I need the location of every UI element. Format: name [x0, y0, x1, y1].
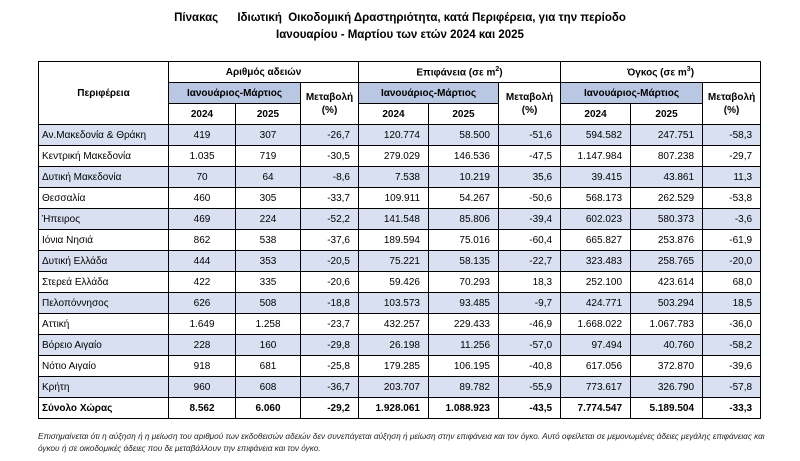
- cell-v25: 372.870: [631, 356, 703, 377]
- header-period-permits: Ιανουάριος-Μάρτιος: [169, 83, 301, 104]
- region-name: Νότιο Αιγαίο: [39, 356, 169, 377]
- cell-s25: 75.016: [429, 230, 499, 251]
- cell-s25: 58.500: [429, 125, 499, 146]
- cell-v24: 665.827: [561, 230, 631, 251]
- cell-s24: 1.928.061: [359, 398, 429, 419]
- header-volume: Όγκος (σε $m^3$): [561, 62, 761, 83]
- cell-s25: 93.485: [429, 293, 499, 314]
- cell-p24: 862: [169, 230, 236, 251]
- cell-sc: -46,9: [499, 314, 561, 335]
- cell-v24: 7.774.547: [561, 398, 631, 419]
- cell-v25: 503.294: [631, 293, 703, 314]
- cell-s25: 229.433: [429, 314, 499, 335]
- cell-s24: 120.774: [359, 125, 429, 146]
- cell-p25: 335: [236, 272, 301, 293]
- cell-p24: 228: [169, 335, 236, 356]
- region-name: Στερεά Ελλάδα: [39, 272, 169, 293]
- cell-s24: 141.548: [359, 209, 429, 230]
- cell-pc: -8,6: [301, 167, 359, 188]
- header-year-2025: 2025: [236, 104, 301, 125]
- table-row: [39, 230, 761, 251]
- title-period: Ιανουαρίου - Μαρτίου των ετών 2024 και 2025: [276, 29, 524, 41]
- building-activity-table: [38, 61, 761, 419]
- cell-v24: 1.147.984: [561, 146, 631, 167]
- cell-sc: 35,6: [499, 167, 561, 188]
- cell-pc: -52,2: [301, 209, 359, 230]
- cell-p24: 8.562: [169, 398, 236, 419]
- cell-vc: -57,8: [703, 377, 761, 398]
- header-period-surface: Ιανουάριος-Μάρτιος: [359, 83, 499, 104]
- cell-v25: 43.861: [631, 167, 703, 188]
- cell-p25: 681: [236, 356, 301, 377]
- table-row: [39, 335, 761, 356]
- header-change-volume: Μεταβολή (%): [703, 83, 761, 125]
- table-row: [39, 251, 761, 272]
- cell-vc: -29,7: [703, 146, 761, 167]
- cell-p24: 1.035: [169, 146, 236, 167]
- cell-sc: -39,4: [499, 209, 561, 230]
- header-change-surface: Μεταβολή (%): [499, 83, 561, 125]
- cell-v25: 262.529: [631, 188, 703, 209]
- cell-p25: 719: [236, 146, 301, 167]
- cell-pc: -20,6: [301, 272, 359, 293]
- cell-pc: -30,5: [301, 146, 359, 167]
- region-name: Αν.Μακεδονία & Θράκη: [39, 125, 169, 146]
- cell-v25: 423.614: [631, 272, 703, 293]
- cell-v25: 247.751: [631, 125, 703, 146]
- cell-vc: 68,0: [703, 272, 761, 293]
- cell-pc: -18,8: [301, 293, 359, 314]
- cell-v24: 252.100: [561, 272, 631, 293]
- region-name: Σύνολο Χώρας: [39, 398, 169, 419]
- cell-pc: -20,5: [301, 251, 359, 272]
- table-row: [39, 146, 761, 167]
- cell-p24: 960: [169, 377, 236, 398]
- cell-p24: 419: [169, 125, 236, 146]
- cell-s25: 10.219: [429, 167, 499, 188]
- cell-vc: -3,6: [703, 209, 761, 230]
- cell-sc: -40,8: [499, 356, 561, 377]
- cell-v25: 326.790: [631, 377, 703, 398]
- cell-pc: -29,2: [301, 398, 359, 419]
- cell-p24: 626: [169, 293, 236, 314]
- footnote: Επισημαίνεται ότι η αύξηση ή η μείωση του αριθμού των εκδοθεισών αδειών δεν συνεπάγεται αύξηση ή μείωση στην επιφάνεια και τον όγκο. Αυτό οφείλεται σε μεμονωμένες άδειες μεγάλης επιφάνειας και όγκου ή σε οικοδομικές άδειες που δε μεταβάλλουν την επιφάνεια και τον όγκο.: [38, 432, 765, 453]
- cell-p24: 918: [169, 356, 236, 377]
- cell-p25: 307: [236, 125, 301, 146]
- cell-v25: 5.189.504: [631, 398, 703, 419]
- cell-v24: 773.617: [561, 377, 631, 398]
- cell-p24: 1.649: [169, 314, 236, 335]
- header-surface: Επιφάνεια (σε $m^2$): [359, 62, 561, 83]
- cell-s25: 106.195: [429, 356, 499, 377]
- cell-pc: -29,8: [301, 335, 359, 356]
- cell-pc: -33,7: [301, 188, 359, 209]
- table-row: [39, 356, 761, 377]
- cell-sc: -51,6: [499, 125, 561, 146]
- title-prefix: Πίνακας: [174, 12, 219, 24]
- cell-p25: 608: [236, 377, 301, 398]
- cell-sc: 18,3: [499, 272, 561, 293]
- cell-sc: -60,4: [499, 230, 561, 251]
- cell-s25: 1.088.923: [429, 398, 499, 419]
- table-row: [39, 293, 761, 314]
- cell-sc: -43,5: [499, 398, 561, 419]
- cell-pc: -25,8: [301, 356, 359, 377]
- cell-pc: -23,7: [301, 314, 359, 335]
- region-name: Αττική: [39, 314, 169, 335]
- cell-vc: -53,8: [703, 188, 761, 209]
- cell-vc: -61,9: [703, 230, 761, 251]
- cell-sc: -22,7: [499, 251, 561, 272]
- region-name: Κεντρική Μακεδονία: [39, 146, 169, 167]
- table-row: [39, 272, 761, 293]
- header-change-permits: Μεταβολή (%): [301, 83, 359, 125]
- table-row: [39, 167, 761, 188]
- header-year-2024: 2024: [169, 104, 236, 125]
- cell-s25: 146.536: [429, 146, 499, 167]
- cell-v24: 568.173: [561, 188, 631, 209]
- cell-vc: -58,3: [703, 125, 761, 146]
- cell-vc: -20,0: [703, 251, 761, 272]
- cell-v25: 580.373: [631, 209, 703, 230]
- cell-s25: 11.256: [429, 335, 499, 356]
- cell-v25: 1.067.783: [631, 314, 703, 335]
- cell-p24: 469: [169, 209, 236, 230]
- region-name: Δυτική Ελλάδα: [39, 251, 169, 272]
- cell-s24: 109.911: [359, 188, 429, 209]
- cell-s25: 89.782: [429, 377, 499, 398]
- cell-vc: 11,3: [703, 167, 761, 188]
- cell-p24: 444: [169, 251, 236, 272]
- cell-s25: 85.806: [429, 209, 499, 230]
- cell-vc: -33,3: [703, 398, 761, 419]
- header-region: Περιφέρεια: [39, 62, 169, 125]
- cell-s24: 179.285: [359, 356, 429, 377]
- region-name: Ήπειρος: [39, 209, 169, 230]
- cell-p25: 305: [236, 188, 301, 209]
- cell-v24: 594.582: [561, 125, 631, 146]
- cell-s24: 432.257: [359, 314, 429, 335]
- table-row: [39, 314, 761, 335]
- region-name: Θεσσαλία: [39, 188, 169, 209]
- cell-s24: 189.594: [359, 230, 429, 251]
- cell-p25: 1.258: [236, 314, 301, 335]
- region-name: Δυτική Μακεδονία: [39, 167, 169, 188]
- cell-vc: 18,5: [703, 293, 761, 314]
- cell-s25: 58.135: [429, 251, 499, 272]
- table-row: [39, 188, 761, 209]
- cell-p24: 422: [169, 272, 236, 293]
- table-title: [0, 10, 800, 44]
- cell-s25: 70.293: [429, 272, 499, 293]
- cell-v25: 40.760: [631, 335, 703, 356]
- cell-s24: 26.198: [359, 335, 429, 356]
- cell-v24: 602.023: [561, 209, 631, 230]
- header-year-2025: 2025: [429, 104, 499, 125]
- table-row: [39, 377, 761, 398]
- region-name: Κρήτη: [39, 377, 169, 398]
- cell-vc: -58,2: [703, 335, 761, 356]
- total-row: [39, 398, 761, 419]
- title-main: Ιδιωτική Οικοδομική Δραστηριότητα, κατά Περιφέρεια, για την περίοδο: [237, 12, 626, 24]
- cell-p25: 353: [236, 251, 301, 272]
- cell-vc: -36,0: [703, 314, 761, 335]
- cell-pc: -36,7: [301, 377, 359, 398]
- header-period-volume: Ιανουάριος-Μάρτιος: [561, 83, 703, 104]
- table-row: [39, 209, 761, 230]
- cell-sc: -50,6: [499, 188, 561, 209]
- cell-sc: -55,9: [499, 377, 561, 398]
- cell-v25: 807.238: [631, 146, 703, 167]
- header-permits: Αριθμός αδειών: [169, 62, 359, 83]
- table-row: [39, 125, 761, 146]
- cell-v24: 424.771: [561, 293, 631, 314]
- cell-p25: 508: [236, 293, 301, 314]
- cell-v25: 258.765: [631, 251, 703, 272]
- region-name: Ιόνια Νησιά: [39, 230, 169, 251]
- cell-pc: -26,7: [301, 125, 359, 146]
- cell-s25: 54.267: [429, 188, 499, 209]
- cell-p25: 6.060: [236, 398, 301, 419]
- cell-v24: 39.415: [561, 167, 631, 188]
- cell-v25: 253.876: [631, 230, 703, 251]
- region-name: Πελοπόννησος: [39, 293, 169, 314]
- cell-p24: 460: [169, 188, 236, 209]
- cell-s24: 279.029: [359, 146, 429, 167]
- cell-p25: 224: [236, 209, 301, 230]
- cell-pc: -37,6: [301, 230, 359, 251]
- cell-v24: 1.668.022: [561, 314, 631, 335]
- cell-s24: 103.573: [359, 293, 429, 314]
- cell-s24: 75.221: [359, 251, 429, 272]
- cell-sc: -9,7: [499, 293, 561, 314]
- cell-vc: -39,6: [703, 356, 761, 377]
- header-year-2025: 2025: [631, 104, 703, 125]
- header-year-2024: 2024: [561, 104, 631, 125]
- header-year-2024: 2024: [359, 104, 429, 125]
- cell-p25: 538: [236, 230, 301, 251]
- cell-p24: 70: [169, 167, 236, 188]
- cell-s24: 7.538: [359, 167, 429, 188]
- cell-p25: 64: [236, 167, 301, 188]
- cell-s24: 203.707: [359, 377, 429, 398]
- cell-sc: -47,5: [499, 146, 561, 167]
- region-name: Βόρειο Αιγαίο: [39, 335, 169, 356]
- cell-p25: 160: [236, 335, 301, 356]
- cell-v24: 97.494: [561, 335, 631, 356]
- cell-v24: 617.056: [561, 356, 631, 377]
- cell-s24: 59.426: [359, 272, 429, 293]
- cell-v24: 323.483: [561, 251, 631, 272]
- cell-sc: -57,0: [499, 335, 561, 356]
- table-body: [39, 125, 761, 419]
